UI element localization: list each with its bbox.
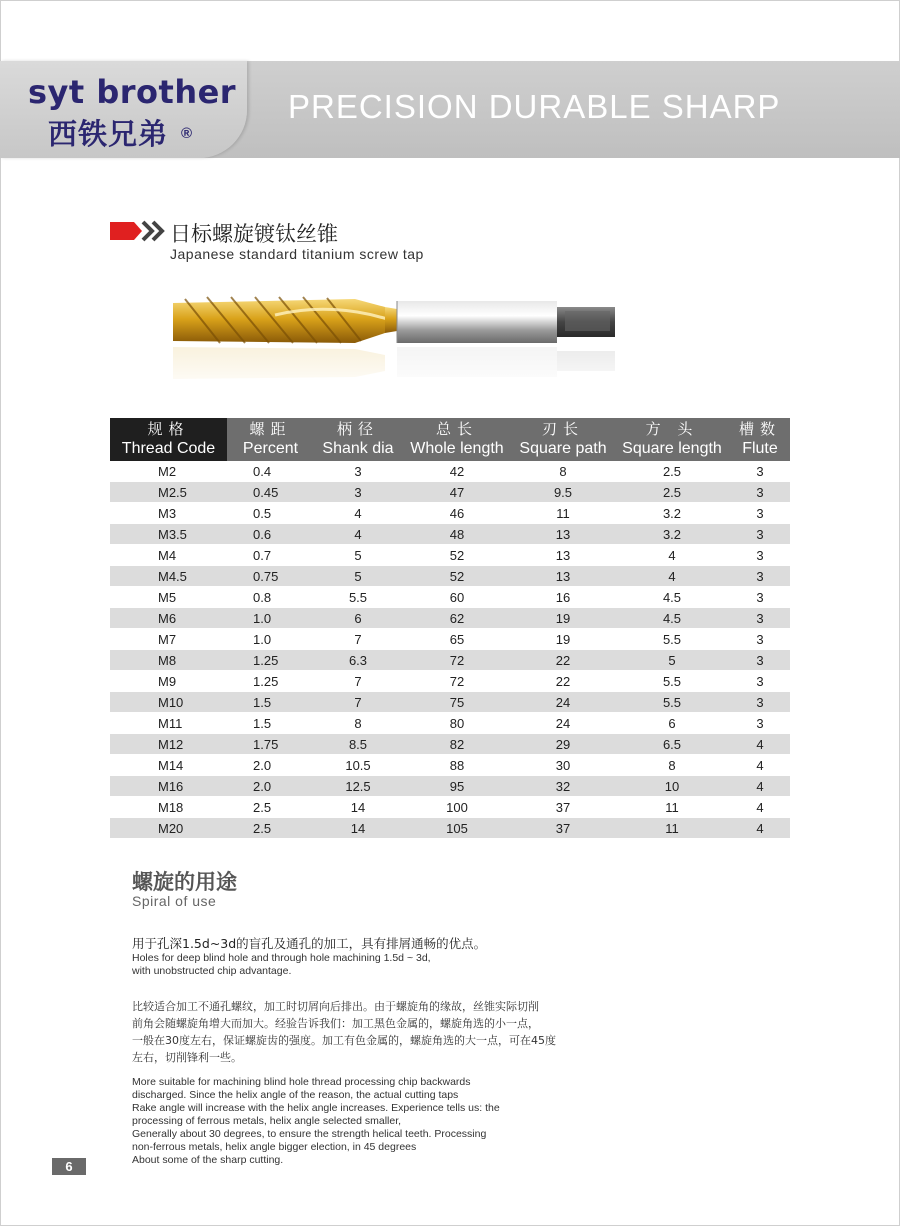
text-line: 左右，切削锋利一些。 xyxy=(132,1051,242,1064)
table-cell: 4 xyxy=(730,818,790,839)
table-cell: 60 xyxy=(402,587,512,608)
slogan: PRECISION DURABLE SHARP xyxy=(288,88,781,125)
text-line: More suitable for machining blind hole thread processing chip backwards xyxy=(132,1076,471,1088)
text-line: 比较适合加工不通孔螺纹，加工时切屑向后排出。由于螺旋角的缘故，丝锥实际切削 xyxy=(132,1000,539,1013)
text-line: Generally about 30 degrees, to ensure the strength helical teeth. Processing xyxy=(132,1128,487,1140)
table-cell: 13 xyxy=(512,566,614,587)
table-cell: 100 xyxy=(402,797,512,818)
table-cell: 0.6 xyxy=(227,524,314,545)
table-cell: M4 xyxy=(110,545,227,566)
table-cell: M2 xyxy=(110,461,227,482)
table-cell: 3 xyxy=(730,713,790,734)
table-cell: 48 xyxy=(402,524,512,545)
table-cell: 46 xyxy=(402,503,512,524)
table-cell: 4 xyxy=(314,503,402,524)
table-cell: 4 xyxy=(314,524,402,545)
table-cell: 14 xyxy=(314,818,402,839)
table-cell: M10 xyxy=(110,692,227,713)
table-cell: 0.45 xyxy=(227,482,314,503)
table-cell: 4 xyxy=(730,734,790,755)
table-cell: 4 xyxy=(614,566,730,587)
table-cell: 2.5 xyxy=(614,482,730,503)
table-cell: M11 xyxy=(110,713,227,734)
usage-title-cn: 螺旋的用途 xyxy=(132,870,237,894)
spiral-tap-image xyxy=(165,285,625,395)
table-cell: 4.5 xyxy=(614,608,730,629)
table-cell: 72 xyxy=(402,671,512,692)
table-cell: 3 xyxy=(730,629,790,650)
table-cell: 3 xyxy=(730,545,790,566)
table-cell: M20 xyxy=(110,818,227,839)
column-header: 螺距 Percent xyxy=(227,418,314,461)
table-cell: 1.0 xyxy=(227,608,314,629)
table-cell: 0.8 xyxy=(227,587,314,608)
usage-paragraph-1-en xyxy=(132,952,552,978)
table-cell: M12 xyxy=(110,734,227,755)
table-cell: 8 xyxy=(512,461,614,482)
table-cell: 6 xyxy=(314,608,402,629)
table-cell: 24 xyxy=(512,713,614,734)
table-cell: 75 xyxy=(402,692,512,713)
table-row xyxy=(110,713,790,734)
table-cell: M6 xyxy=(110,608,227,629)
section-title-en: Japanese standard titanium screw tap xyxy=(170,246,424,262)
table-cell: 0.7 xyxy=(227,545,314,566)
table-row xyxy=(110,671,790,692)
table-cell: M7 xyxy=(110,629,227,650)
table-cell: 5.5 xyxy=(614,671,730,692)
table-cell: 47 xyxy=(402,482,512,503)
table-cell: 3 xyxy=(730,587,790,608)
table-cell: 3 xyxy=(314,482,402,503)
column-header: 方 头 Square length xyxy=(614,418,730,461)
red-arrow-chevrons-icon xyxy=(110,218,170,244)
table-cell: M18 xyxy=(110,797,227,818)
table-cell: 4 xyxy=(730,797,790,818)
text-line: Rake angle will increase with the helix angle increases. Experience tells us: the xyxy=(132,1102,500,1114)
table-row xyxy=(110,776,790,797)
text-line: About some of the sharp cutting. xyxy=(132,1154,284,1166)
usage-paragraph-2-cn xyxy=(132,998,556,1066)
table-cell: 5.5 xyxy=(314,587,402,608)
table-row xyxy=(110,650,790,671)
table-row xyxy=(110,566,790,587)
table-cell: 22 xyxy=(512,671,614,692)
table-cell: 1.25 xyxy=(227,650,314,671)
table-cell: 1.75 xyxy=(227,734,314,755)
column-header: 规格 Thread Code xyxy=(110,418,227,461)
table-cell: 5.5 xyxy=(614,692,730,713)
table-cell: 4 xyxy=(730,776,790,797)
table-cell: 4 xyxy=(730,755,790,776)
table-cell: 42 xyxy=(402,461,512,482)
text-line: processing of ferrous metals, helix angle selected smaller, xyxy=(132,1115,402,1127)
table-cell: 37 xyxy=(512,818,614,839)
table-row xyxy=(110,818,790,839)
table-cell: 2.0 xyxy=(227,755,314,776)
table-cell: 2.5 xyxy=(227,797,314,818)
text-line: Holes for deep blind hole and through hole machining 1.5d ~ 3d, xyxy=(132,952,431,964)
table-cell: M14 xyxy=(110,755,227,776)
table-cell: 3 xyxy=(730,461,790,482)
table-cell: 82 xyxy=(402,734,512,755)
table-cell: 105 xyxy=(402,818,512,839)
table-cell: 3 xyxy=(730,482,790,503)
table-cell: 5 xyxy=(314,545,402,566)
table-cell: 72 xyxy=(402,650,512,671)
table-cell: 12.5 xyxy=(314,776,402,797)
column-header: 柄径 Shank dia xyxy=(314,418,402,461)
table-row xyxy=(110,734,790,755)
table-cell: 80 xyxy=(402,713,512,734)
table-cell: 5 xyxy=(614,650,730,671)
table-cell: 1.25 xyxy=(227,671,314,692)
table-cell: 3 xyxy=(730,608,790,629)
table-cell: M5 xyxy=(110,587,227,608)
text-line: with unobstructed chip advantage. xyxy=(132,965,292,977)
table-row xyxy=(110,461,790,482)
table-cell: 3 xyxy=(730,524,790,545)
table-cell: 19 xyxy=(512,629,614,650)
table-cell: 8.5 xyxy=(314,734,402,755)
table-cell: 52 xyxy=(402,545,512,566)
table-cell: 0.5 xyxy=(227,503,314,524)
table-row xyxy=(110,692,790,713)
table-row xyxy=(110,608,790,629)
table-row xyxy=(110,482,790,503)
table-cell: M4.5 xyxy=(110,566,227,587)
table-cell: 65 xyxy=(402,629,512,650)
table-row xyxy=(110,503,790,524)
table-cell: 11 xyxy=(614,797,730,818)
table-cell: 22 xyxy=(512,650,614,671)
table-cell: 24 xyxy=(512,692,614,713)
table-cell: 1.5 xyxy=(227,713,314,734)
table-cell: 6.5 xyxy=(614,734,730,755)
table-cell: 52 xyxy=(402,566,512,587)
brand-name-cn: 西铁兄弟 xyxy=(48,117,169,151)
column-header: 总长 Whole length xyxy=(402,418,512,461)
table-cell: 1.0 xyxy=(227,629,314,650)
table-cell: M3 xyxy=(110,503,227,524)
table-cell: 8 xyxy=(314,713,402,734)
table-cell: 4 xyxy=(614,545,730,566)
table-cell: M16 xyxy=(110,776,227,797)
usage-title-en: Spiral of use xyxy=(132,893,217,909)
table-cell: 11 xyxy=(614,818,730,839)
table-cell: 37 xyxy=(512,797,614,818)
table-cell: 19 xyxy=(512,608,614,629)
table-cell: 1.5 xyxy=(227,692,314,713)
text-line: 前角会随螺旋角增大而加大。经验告诉我们：加工黑色金属的，螺旋角选的小一点， xyxy=(132,1017,539,1030)
table-cell: M3.5 xyxy=(110,524,227,545)
text-line: discharged. Since the helix angle of the reason, the actual cutting taps xyxy=(132,1089,459,1101)
registered-mark: ® xyxy=(181,125,193,142)
table-row xyxy=(110,545,790,566)
table-cell: 88 xyxy=(402,755,512,776)
spec-table xyxy=(110,418,790,839)
table-cell: 9.5 xyxy=(512,482,614,503)
table-row xyxy=(110,629,790,650)
table-cell: 2.0 xyxy=(227,776,314,797)
table-cell: 8 xyxy=(614,755,730,776)
table-cell: 16 xyxy=(512,587,614,608)
table-row xyxy=(110,587,790,608)
column-header: 槽数 Flute xyxy=(730,418,790,461)
table-cell: 5.5 xyxy=(614,629,730,650)
table-cell: 7 xyxy=(314,671,402,692)
table-cell: 7 xyxy=(314,692,402,713)
table-cell: M2.5 xyxy=(110,482,227,503)
table-row xyxy=(110,524,790,545)
table-header-row xyxy=(110,418,790,461)
table-cell: 3 xyxy=(730,671,790,692)
table-cell: 13 xyxy=(512,524,614,545)
table-cell: 14 xyxy=(314,797,402,818)
table-row xyxy=(110,797,790,818)
table-cell: 3.2 xyxy=(614,503,730,524)
table-cell: 6.3 xyxy=(314,650,402,671)
table-cell: 0.4 xyxy=(227,461,314,482)
table-cell: 29 xyxy=(512,734,614,755)
table-cell: 3 xyxy=(730,692,790,713)
text-line: 一般在30度左右，保证螺旋齿的强度。加工有色金属的，螺旋角选的大一点，可在45度 xyxy=(132,1034,556,1047)
table-cell: 13 xyxy=(512,545,614,566)
table-cell: 10.5 xyxy=(314,755,402,776)
text-line: non-ferrous metals, helix angle bigger election, in 45 degrees xyxy=(132,1141,417,1153)
table-cell: 7 xyxy=(314,629,402,650)
table-cell: 3 xyxy=(314,461,402,482)
table-cell: 0.75 xyxy=(227,566,314,587)
table-cell: 3 xyxy=(730,650,790,671)
table-cell: M9 xyxy=(110,671,227,692)
table-cell: 3.2 xyxy=(614,524,730,545)
usage-paragraph-1-cn: 用于孔深1.5d~3d的盲孔及通孔的加工，具有排屑通畅的优点。 xyxy=(132,936,487,951)
table-cell: 62 xyxy=(402,608,512,629)
table-cell: 11 xyxy=(512,503,614,524)
table-cell: 3 xyxy=(730,503,790,524)
table-row xyxy=(110,755,790,776)
table-cell: 3 xyxy=(730,566,790,587)
table-cell: 30 xyxy=(512,755,614,776)
table-cell: 32 xyxy=(512,776,614,797)
column-header: 刃长 Square path xyxy=(512,418,614,461)
page-number: 6 xyxy=(52,1158,86,1175)
table-cell: M8 xyxy=(110,650,227,671)
table-cell: 2.5 xyxy=(227,818,314,839)
section-title-cn: 日标螺旋镀钛丝锥 xyxy=(170,222,338,246)
table-cell: 2.5 xyxy=(614,461,730,482)
table-cell: 6 xyxy=(614,713,730,734)
table-cell: 4.5 xyxy=(614,587,730,608)
usage-paragraph-2-en xyxy=(132,1076,562,1167)
table-cell: 10 xyxy=(614,776,730,797)
brand-name-en: syt brother xyxy=(28,73,237,111)
table-cell: 95 xyxy=(402,776,512,797)
table-cell: 5 xyxy=(314,566,402,587)
